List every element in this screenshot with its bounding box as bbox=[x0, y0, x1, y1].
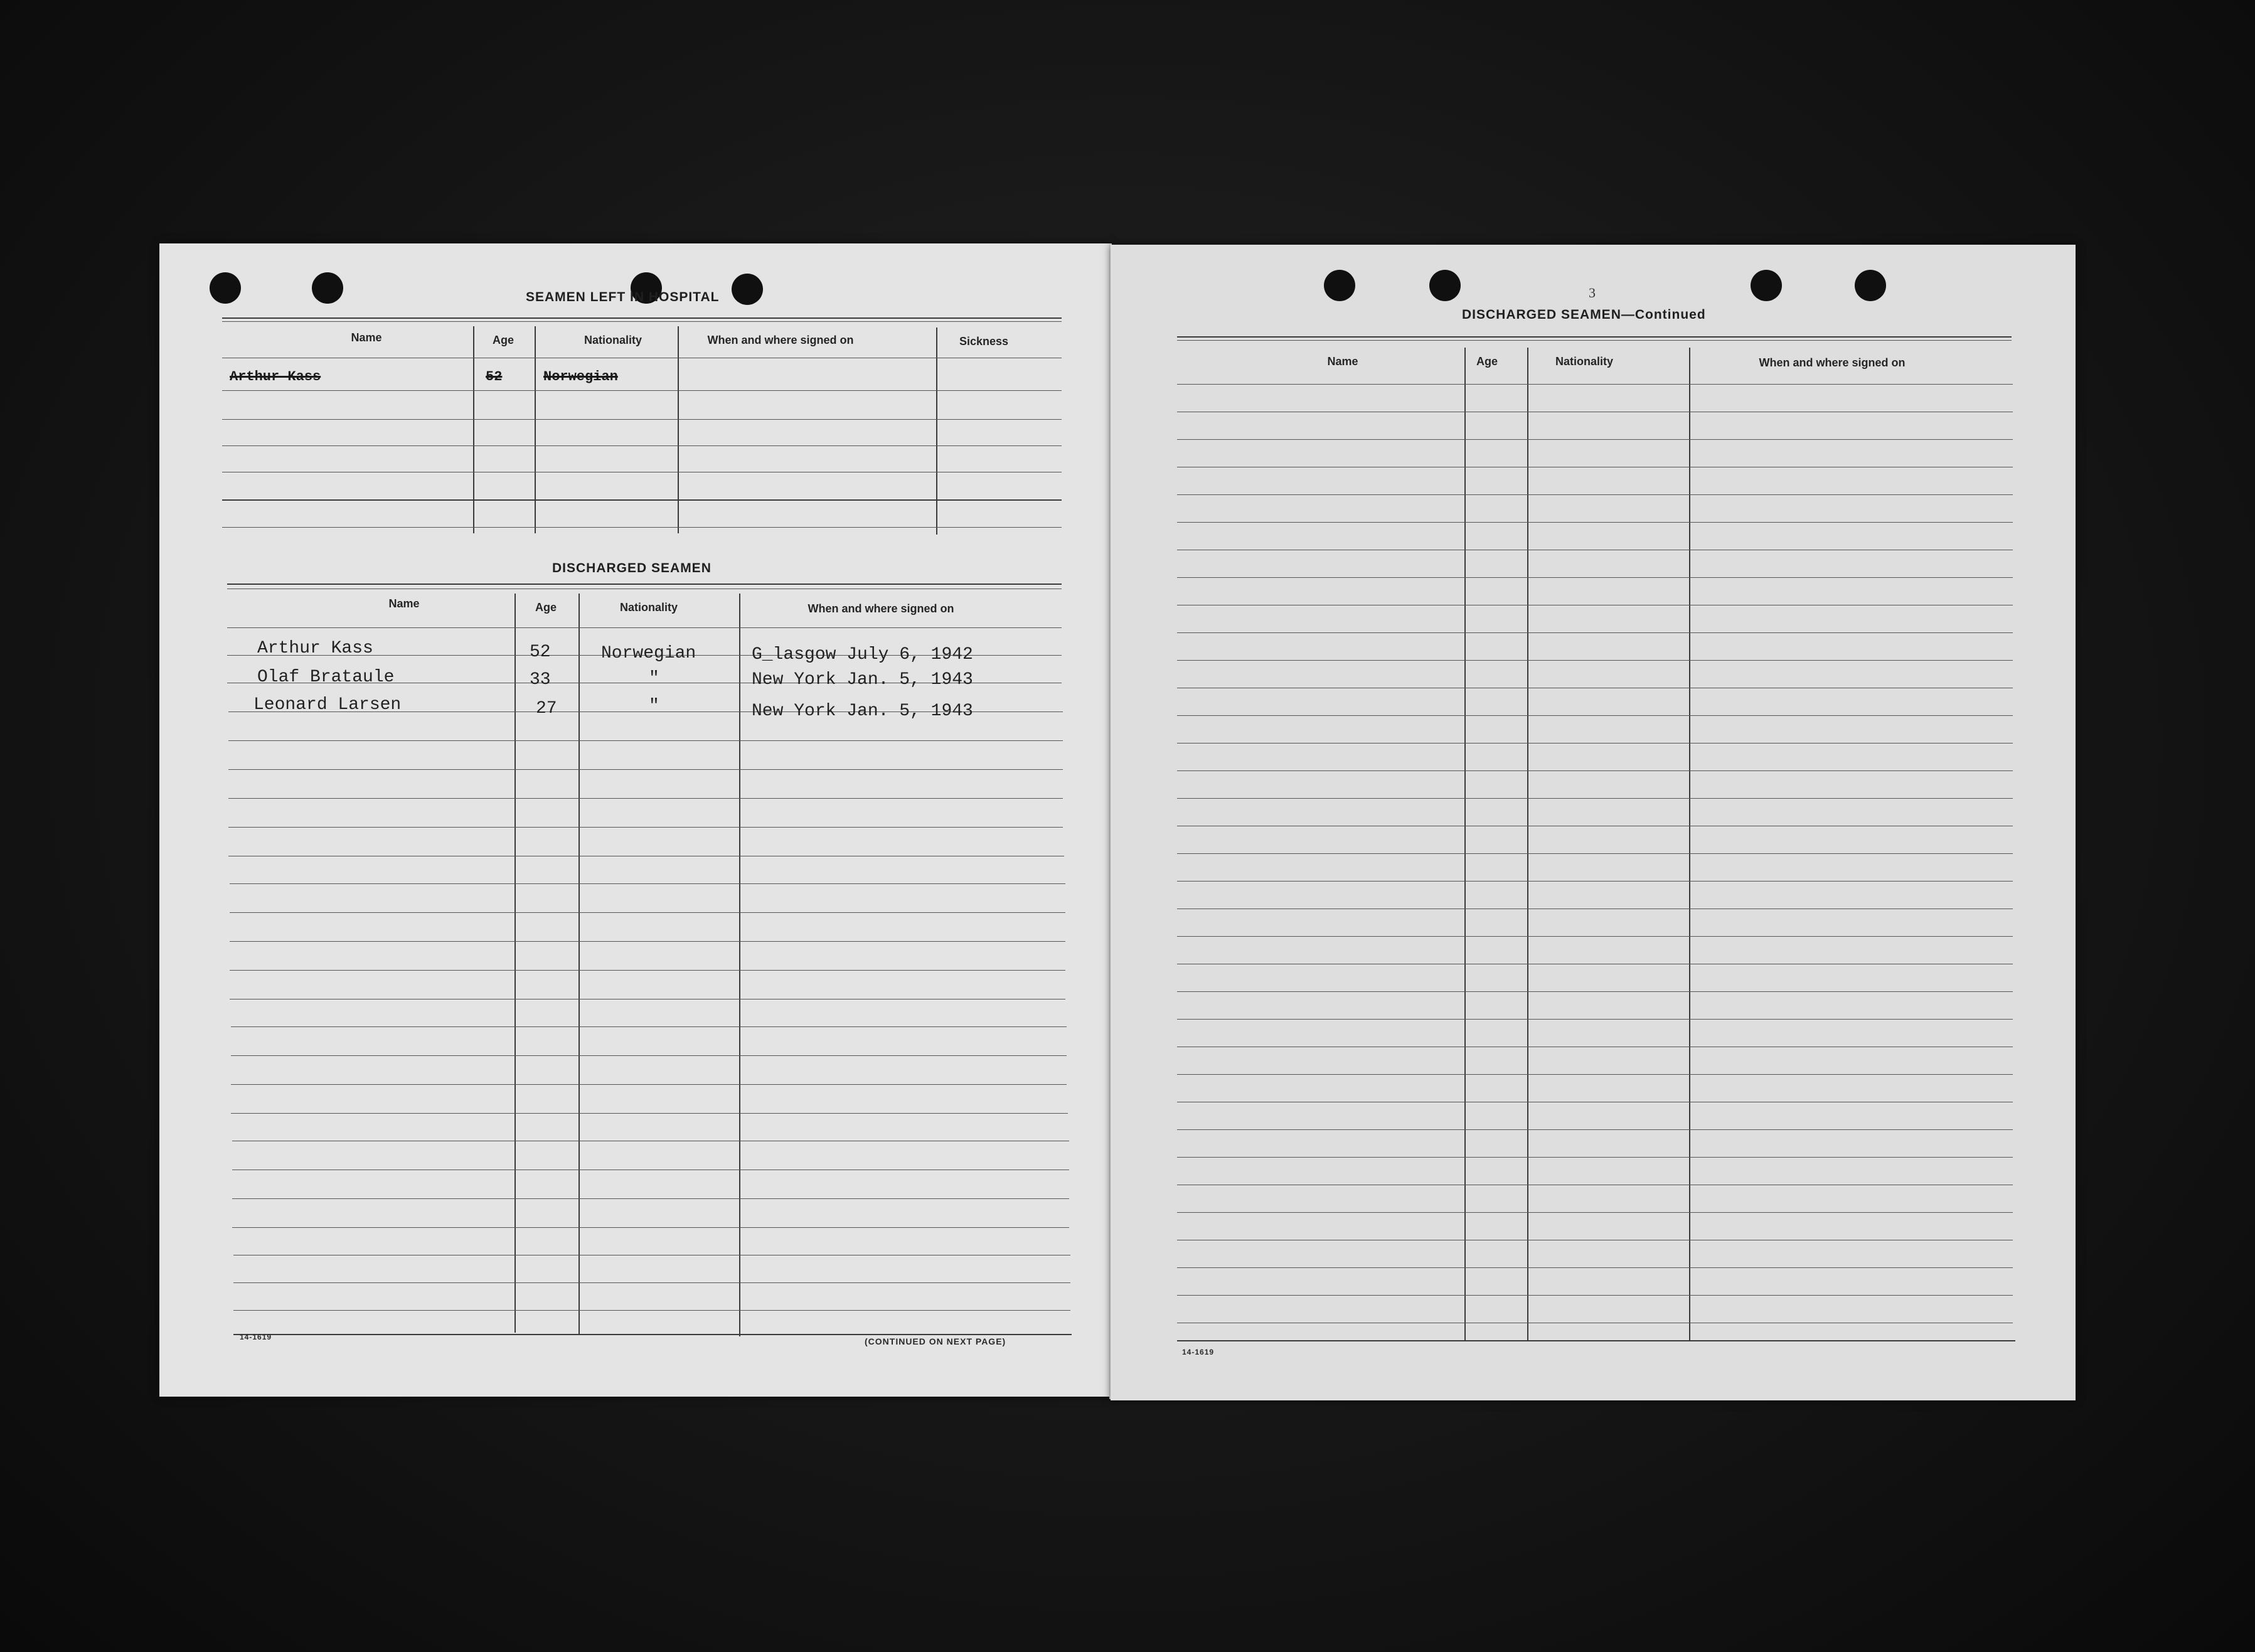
rule bbox=[222, 317, 1062, 319]
discharged-row-3-nationality: " bbox=[649, 696, 659, 716]
rule bbox=[1177, 1129, 2013, 1130]
struck-name: Arthur Kass bbox=[230, 369, 321, 385]
discharged-col-signed-on: When and where signed on bbox=[808, 602, 954, 615]
rule bbox=[233, 1334, 1072, 1335]
rule bbox=[228, 769, 1063, 770]
rule bbox=[1177, 522, 2013, 523]
column-divider bbox=[739, 594, 740, 1336]
column-divider bbox=[936, 328, 937, 535]
rule bbox=[1177, 991, 2013, 992]
discharged-col-age: Age bbox=[535, 601, 557, 614]
right-page bbox=[1111, 245, 2076, 1400]
rule bbox=[233, 1310, 1070, 1311]
discharged-row-2-name: Olaf Brataule bbox=[257, 668, 395, 687]
rule bbox=[230, 941, 1065, 942]
rule bbox=[231, 1026, 1067, 1027]
punch-hole bbox=[1855, 270, 1886, 301]
discharged-row-1-age: 52 bbox=[530, 642, 551, 662]
rule bbox=[1177, 494, 2013, 495]
rule bbox=[1177, 936, 2013, 937]
discharged-row-3-name: Leonard Larsen bbox=[253, 695, 402, 715]
struck-nationality: Norwegian bbox=[543, 369, 618, 385]
rule bbox=[231, 1113, 1068, 1114]
punch-hole bbox=[1324, 270, 1355, 301]
rule bbox=[231, 1084, 1067, 1085]
rule bbox=[228, 798, 1063, 799]
discharged-row-1-name: Arthur Kass bbox=[257, 639, 373, 658]
rule bbox=[230, 970, 1065, 971]
column-divider bbox=[578, 594, 580, 1334]
right-col-nationality: Nationality bbox=[1555, 355, 1613, 368]
right-col-signed-on: When and where signed on bbox=[1759, 356, 1906, 369]
rule bbox=[222, 445, 1062, 446]
punch-hole bbox=[210, 272, 241, 304]
discharged-row-1-signed-on: G_lasgow July 6, 1942 bbox=[752, 645, 973, 664]
rule bbox=[230, 883, 1065, 884]
rule bbox=[222, 321, 1062, 322]
struck-age: 52 bbox=[486, 369, 503, 385]
right-col-name: Name bbox=[1327, 355, 1358, 368]
rule bbox=[1177, 336, 2012, 338]
column-divider bbox=[1527, 348, 1528, 1340]
discharged-row-2-age: 33 bbox=[530, 670, 551, 690]
punch-hole bbox=[1751, 270, 1782, 301]
rule bbox=[222, 419, 1062, 420]
rule bbox=[1177, 660, 2013, 661]
discharged-col-nationality: Nationality bbox=[619, 601, 678, 614]
hospital-col-sickness: Sickness bbox=[959, 335, 1009, 348]
rule bbox=[232, 1198, 1069, 1199]
hospital-col-signed-on: When and where signed on bbox=[707, 334, 854, 346]
discharged-row-3-age: 27 bbox=[536, 699, 557, 718]
column-divider bbox=[514, 594, 516, 1333]
rule bbox=[222, 499, 1062, 501]
rule bbox=[1177, 881, 2013, 882]
discharged-row-2-nationality: " bbox=[649, 669, 659, 688]
rule bbox=[231, 1055, 1067, 1056]
column-divider bbox=[1689, 348, 1690, 1340]
hospital-section-title: SEAMEN LEFT IN HOSPITAL bbox=[526, 290, 720, 304]
rule bbox=[233, 1282, 1070, 1283]
discharged-row-2-signed-on: New York Jan. 5, 1943 bbox=[752, 670, 973, 690]
rule bbox=[1177, 798, 2013, 799]
rule bbox=[227, 627, 1062, 628]
rule bbox=[222, 527, 1062, 528]
rule bbox=[1177, 853, 2013, 854]
rule bbox=[228, 740, 1063, 741]
discharged-col-name: Name bbox=[388, 597, 420, 610]
rule bbox=[1177, 577, 2013, 578]
continued-note: (CONTINUED ON NEXT PAGE) bbox=[865, 1336, 1006, 1346]
rule bbox=[1177, 384, 2013, 385]
discharged-row-3-signed-on: New York Jan. 5, 1943 bbox=[752, 701, 973, 721]
rule bbox=[232, 1227, 1069, 1228]
rule bbox=[230, 912, 1065, 913]
discharged-row-1-nationality: Norwegian bbox=[601, 644, 696, 663]
hospital-col-name: Name bbox=[351, 331, 382, 344]
rule bbox=[1177, 340, 2012, 341]
column-divider bbox=[1464, 348, 1466, 1340]
rule bbox=[1177, 1074, 2013, 1075]
rule bbox=[1177, 1267, 2013, 1268]
punch-hole bbox=[312, 272, 343, 304]
rule bbox=[1177, 770, 2013, 771]
hospital-col-age: Age bbox=[492, 334, 514, 346]
page-number: 3 bbox=[1589, 285, 1596, 301]
rule bbox=[1177, 439, 2013, 440]
form-number: 14-1619 bbox=[240, 1333, 272, 1341]
punch-hole bbox=[1429, 270, 1461, 301]
left-page bbox=[159, 243, 1111, 1397]
rule bbox=[227, 584, 1062, 585]
rule bbox=[1177, 715, 2013, 716]
rule bbox=[1177, 1295, 2013, 1296]
rule bbox=[222, 390, 1062, 391]
rule bbox=[1177, 1157, 2013, 1158]
rule bbox=[1177, 1019, 2013, 1020]
form-number: 14-1619 bbox=[1182, 1348, 1215, 1356]
hospital-col-nationality: Nationality bbox=[584, 334, 642, 346]
discharged-section-title: DISCHARGED SEAMEN bbox=[552, 561, 712, 575]
rule bbox=[228, 827, 1063, 828]
rule bbox=[1177, 632, 2013, 633]
rule bbox=[1177, 1340, 2015, 1341]
right-col-age: Age bbox=[1476, 355, 1498, 368]
rule bbox=[1177, 1212, 2013, 1213]
punch-hole bbox=[732, 274, 763, 305]
right-page-title: DISCHARGED SEAMEN—Continued bbox=[1462, 307, 1706, 322]
